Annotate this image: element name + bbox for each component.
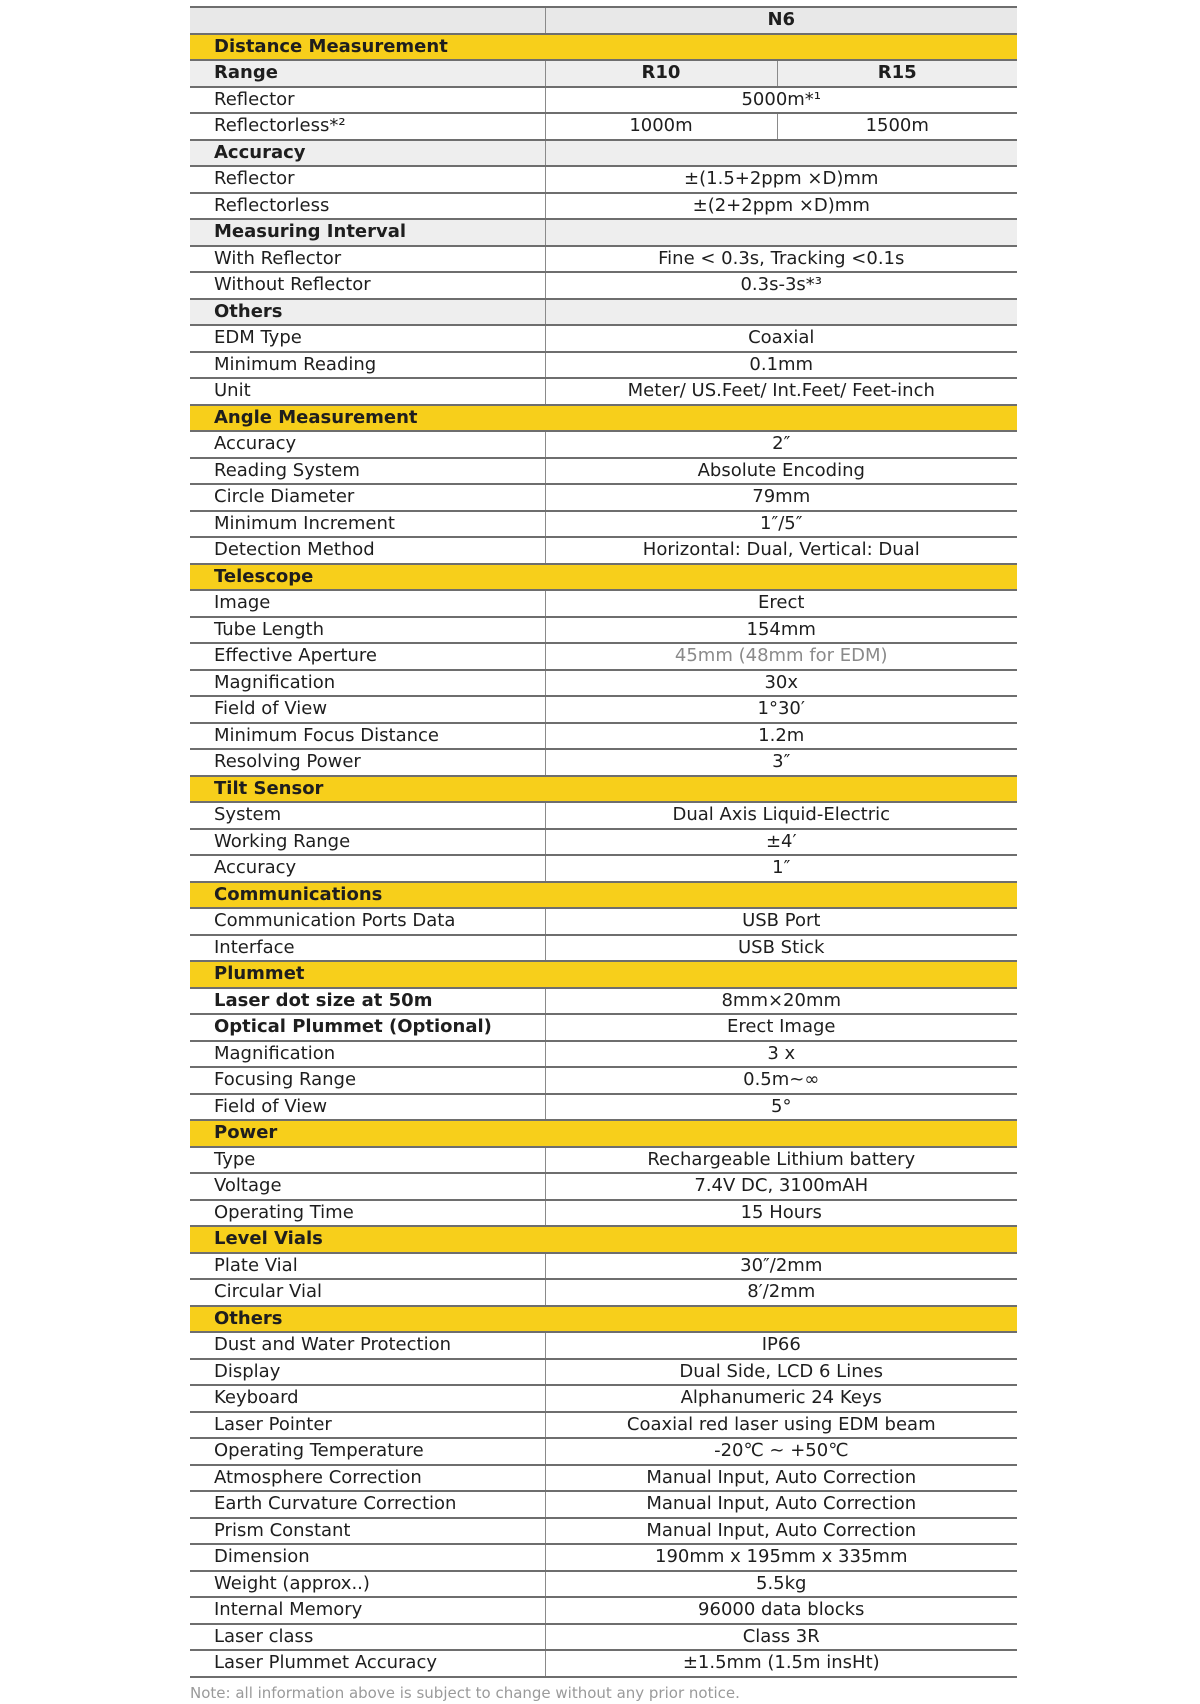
spec-label: Communication Ports Data: [190, 908, 545, 935]
section-title: Telescope: [190, 564, 1017, 591]
spec-value: 30″/2mm: [545, 1253, 1017, 1280]
spec-value: 1000m: [545, 113, 777, 140]
spec-value: Dual Side, LCD 6 Lines: [545, 1359, 1017, 1386]
spec-row: [190, 113, 1017, 140]
spec-row: [190, 378, 1017, 405]
spec-row: [190, 1041, 1017, 1068]
spec-value: Manual Input, Auto Correction: [545, 1518, 1017, 1545]
spec-value: [545, 219, 1017, 246]
spec-label: Voltage: [190, 1173, 545, 1200]
spec-row: [190, 1067, 1017, 1094]
spec-label: Others: [190, 299, 545, 326]
spec-value: 154mm: [545, 617, 1017, 644]
spec-label: EDM Type: [190, 325, 545, 352]
spec-row: [190, 1200, 1017, 1227]
section-title: Others: [190, 1306, 1017, 1333]
spec-label: Display: [190, 1359, 545, 1386]
spec-label: Dimension: [190, 1544, 545, 1571]
spec-value: 30x: [545, 670, 1017, 697]
section-title: Power: [190, 1120, 1017, 1147]
spec-label: Internal Memory: [190, 1597, 545, 1624]
spec-row: [190, 1650, 1017, 1677]
spec-value: ±(2+2ppm ×D)mm: [545, 193, 1017, 220]
spec-value: Coaxial: [545, 325, 1017, 352]
section-header-row: [190, 776, 1017, 803]
section-header-row: [190, 1306, 1017, 1333]
spec-label: Effective Aperture: [190, 643, 545, 670]
spec-label: Accuracy: [190, 855, 545, 882]
spec-label: Reflectorless*²: [190, 113, 545, 140]
table-header-row: [190, 7, 1017, 34]
spec-value: 8′/2mm: [545, 1279, 1017, 1306]
spec-row: [190, 723, 1017, 750]
spec-row: [190, 1491, 1017, 1518]
spec-value: [545, 140, 1017, 167]
spec-value: Manual Input, Auto Correction: [545, 1465, 1017, 1492]
spec-value: 79mm: [545, 484, 1017, 511]
spec-label: Tube Length: [190, 617, 545, 644]
spec-row: [190, 1173, 1017, 1200]
spec-value: Erect: [545, 590, 1017, 617]
spec-label: Reflector: [190, 166, 545, 193]
spec-row: [190, 1332, 1017, 1359]
spec-row: [190, 1624, 1017, 1651]
subsection-row: [190, 299, 1017, 326]
spec-row: [190, 537, 1017, 564]
model-name: N6: [545, 7, 1017, 34]
spec-label: Type: [190, 1147, 545, 1174]
spec-value: 0.3s-3s*³: [545, 272, 1017, 299]
spec-value: 2″: [545, 431, 1017, 458]
spec-value: 3 x: [545, 1041, 1017, 1068]
spec-row: [190, 511, 1017, 538]
spec-label: Atmosphere Correction: [190, 1465, 545, 1492]
spec-row: [190, 1385, 1017, 1412]
spec-row: [190, 1438, 1017, 1465]
spec-row: [190, 1279, 1017, 1306]
spec-value: Alphanumeric 24 Keys: [545, 1385, 1017, 1412]
spec-value: 5°: [545, 1094, 1017, 1121]
spec-row: [190, 908, 1017, 935]
spec-value: Rechargeable Lithium battery: [545, 1147, 1017, 1174]
spec-value: -20℃ ~ +50℃: [545, 1438, 1017, 1465]
spec-row: [190, 458, 1017, 485]
spec-value: 1.2m: [545, 723, 1017, 750]
spec-row: [190, 1094, 1017, 1121]
spec-value: Class 3R: [545, 1624, 1017, 1651]
spec-label: Resolving Power: [190, 749, 545, 776]
spec-label: Focusing Range: [190, 1067, 545, 1094]
spec-label: Reflector: [190, 87, 545, 114]
spec-row: [190, 935, 1017, 962]
spec-value: 45mm (48mm for EDM): [545, 643, 1017, 670]
spec-row: [190, 1571, 1017, 1598]
spec-label: Laser Plummet Accuracy: [190, 1650, 545, 1677]
spec-value: 96000 data blocks: [545, 1597, 1017, 1624]
spec-label: With Reflector: [190, 246, 545, 273]
spec-label: Minimum Reading: [190, 352, 545, 379]
spec-row: [190, 246, 1017, 273]
spec-row: [190, 670, 1017, 697]
spec-label: Image: [190, 590, 545, 617]
spec-value: Coaxial red laser using EDM beam: [545, 1412, 1017, 1439]
spec-row: [190, 325, 1017, 352]
spec-row: [190, 988, 1017, 1015]
spec-row: [190, 1544, 1017, 1571]
spec-label: Without Reflector: [190, 272, 545, 299]
section-header-row: [190, 882, 1017, 909]
spec-value: 1″/5″: [545, 511, 1017, 538]
section-title: Angle Measurement: [190, 405, 1017, 432]
spec-value: 190mm x 195mm x 335mm: [545, 1544, 1017, 1571]
section-header-row: [190, 564, 1017, 591]
spec-row: [190, 1014, 1017, 1041]
spec-value: USB Port: [545, 908, 1017, 935]
spec-label: Plate Vial: [190, 1253, 545, 1280]
spec-label: Interface: [190, 935, 545, 962]
spec-label: Prism Constant: [190, 1518, 545, 1545]
spec-value: ±(1.5+2ppm ×D)mm: [545, 166, 1017, 193]
spec-value: Absolute Encoding: [545, 458, 1017, 485]
spec-value: 1°30′: [545, 696, 1017, 723]
spec-value: 3″: [545, 749, 1017, 776]
spec-label: Minimum Focus Distance: [190, 723, 545, 750]
spec-label: Measuring Interval: [190, 219, 545, 246]
spec-label: Operating Temperature: [190, 1438, 545, 1465]
spec-label: Operating Time: [190, 1200, 545, 1227]
spec-value: Manual Input, Auto Correction: [545, 1491, 1017, 1518]
spec-row: [190, 617, 1017, 644]
spec-value: ±4′: [545, 829, 1017, 856]
spec-row: [190, 829, 1017, 856]
spec-label: Working Range: [190, 829, 545, 856]
spec-value: R10: [545, 60, 777, 87]
spec-label: Reading System: [190, 458, 545, 485]
spec-value: 0.1mm: [545, 352, 1017, 379]
subsection-row: [190, 219, 1017, 246]
spec-label: System: [190, 802, 545, 829]
spec-row: [190, 1597, 1017, 1624]
spec-row: [190, 802, 1017, 829]
spec-label: Reflectorless: [190, 193, 545, 220]
spec-label: Field of View: [190, 1094, 545, 1121]
spec-row: [190, 87, 1017, 114]
spec-row: [190, 1412, 1017, 1439]
spec-value: Erect Image: [545, 1014, 1017, 1041]
section-title: Communications: [190, 882, 1017, 909]
spec-label: Laser Pointer: [190, 1412, 545, 1439]
spec-row: [190, 431, 1017, 458]
spec-value: 1500m: [777, 113, 1017, 140]
spec-value: 5.5kg: [545, 1571, 1017, 1598]
spec-label: Range: [190, 60, 545, 87]
spec-value: 15 Hours: [545, 1200, 1017, 1227]
disclaimer-note: Note: all information above is subject to change without any prior notice.: [190, 1684, 740, 1702]
spec-label: Minimum Increment: [190, 511, 545, 538]
spec-value: 5000m*¹: [545, 87, 1017, 114]
section-header-row: [190, 34, 1017, 61]
spec-value: 1″: [545, 855, 1017, 882]
spec-row: [190, 590, 1017, 617]
spec-label: Magnification: [190, 670, 545, 697]
spec-label: Laser class: [190, 1624, 545, 1651]
specification-table: [190, 6, 1017, 1678]
spec-row: [190, 1465, 1017, 1492]
spec-row: [190, 484, 1017, 511]
section-header-row: [190, 405, 1017, 432]
spec-label: Field of View: [190, 696, 545, 723]
spec-row: [190, 352, 1017, 379]
spec-label: Unit: [190, 378, 545, 405]
spec-row: [190, 166, 1017, 193]
spec-label: Accuracy: [190, 140, 545, 167]
spec-value: R15: [777, 60, 1017, 87]
spec-value: Dual Axis Liquid-Electric: [545, 802, 1017, 829]
section-header-row: [190, 1120, 1017, 1147]
spec-value: Meter/ US.Feet/ Int.Feet/ Feet-inch: [545, 378, 1017, 405]
spec-label: Accuracy: [190, 431, 545, 458]
spec-row: [190, 1253, 1017, 1280]
spec-value: ±1.5mm (1.5m insHt): [545, 1650, 1017, 1677]
spec-label: Weight (approx..): [190, 1571, 545, 1598]
spec-row: [190, 193, 1017, 220]
spec-label: Circular Vial: [190, 1279, 545, 1306]
spec-label: Magnification: [190, 1041, 545, 1068]
section-title: Level Vials: [190, 1226, 1017, 1253]
spec-row: [190, 696, 1017, 723]
spec-row: [190, 1359, 1017, 1386]
spec-row: [190, 272, 1017, 299]
spec-label: Keyboard: [190, 1385, 545, 1412]
spec-label: Laser dot size at 50m: [190, 988, 545, 1015]
spec-row: [190, 643, 1017, 670]
spec-value: IP66: [545, 1332, 1017, 1359]
spec-value: 0.5m~∞: [545, 1067, 1017, 1094]
spec-label: Detection Method: [190, 537, 545, 564]
spec-value: 7.4V DC, 3100mAH: [545, 1173, 1017, 1200]
spec-row: [190, 1518, 1017, 1545]
spec-value: 8mm×20mm: [545, 988, 1017, 1015]
spec-value: USB Stick: [545, 935, 1017, 962]
spec-row: [190, 749, 1017, 776]
section-title: Tilt Sensor: [190, 776, 1017, 803]
section-title: Distance Measurement: [190, 34, 1017, 61]
specification-table-body: [190, 7, 1017, 1677]
subsection-row: [190, 140, 1017, 167]
spec-label: Earth Curvature Correction: [190, 1491, 545, 1518]
spec-value: [545, 299, 1017, 326]
section-header-row: [190, 961, 1017, 988]
spec-label: Circle Diameter: [190, 484, 545, 511]
section-header-row: [190, 1226, 1017, 1253]
subsection-row: [190, 60, 1017, 87]
spec-row: [190, 1147, 1017, 1174]
spec-label: Dust and Water Protection: [190, 1332, 545, 1359]
spec-row: [190, 855, 1017, 882]
section-title: Plummet: [190, 961, 1017, 988]
spec-value: Fine < 0.3s, Tracking <0.1s: [545, 246, 1017, 273]
header-label-cell: [190, 7, 545, 34]
spec-value: Horizontal: Dual, Vertical: Dual: [545, 537, 1017, 564]
spec-label: Optical Plummet (Optional): [190, 1014, 545, 1041]
